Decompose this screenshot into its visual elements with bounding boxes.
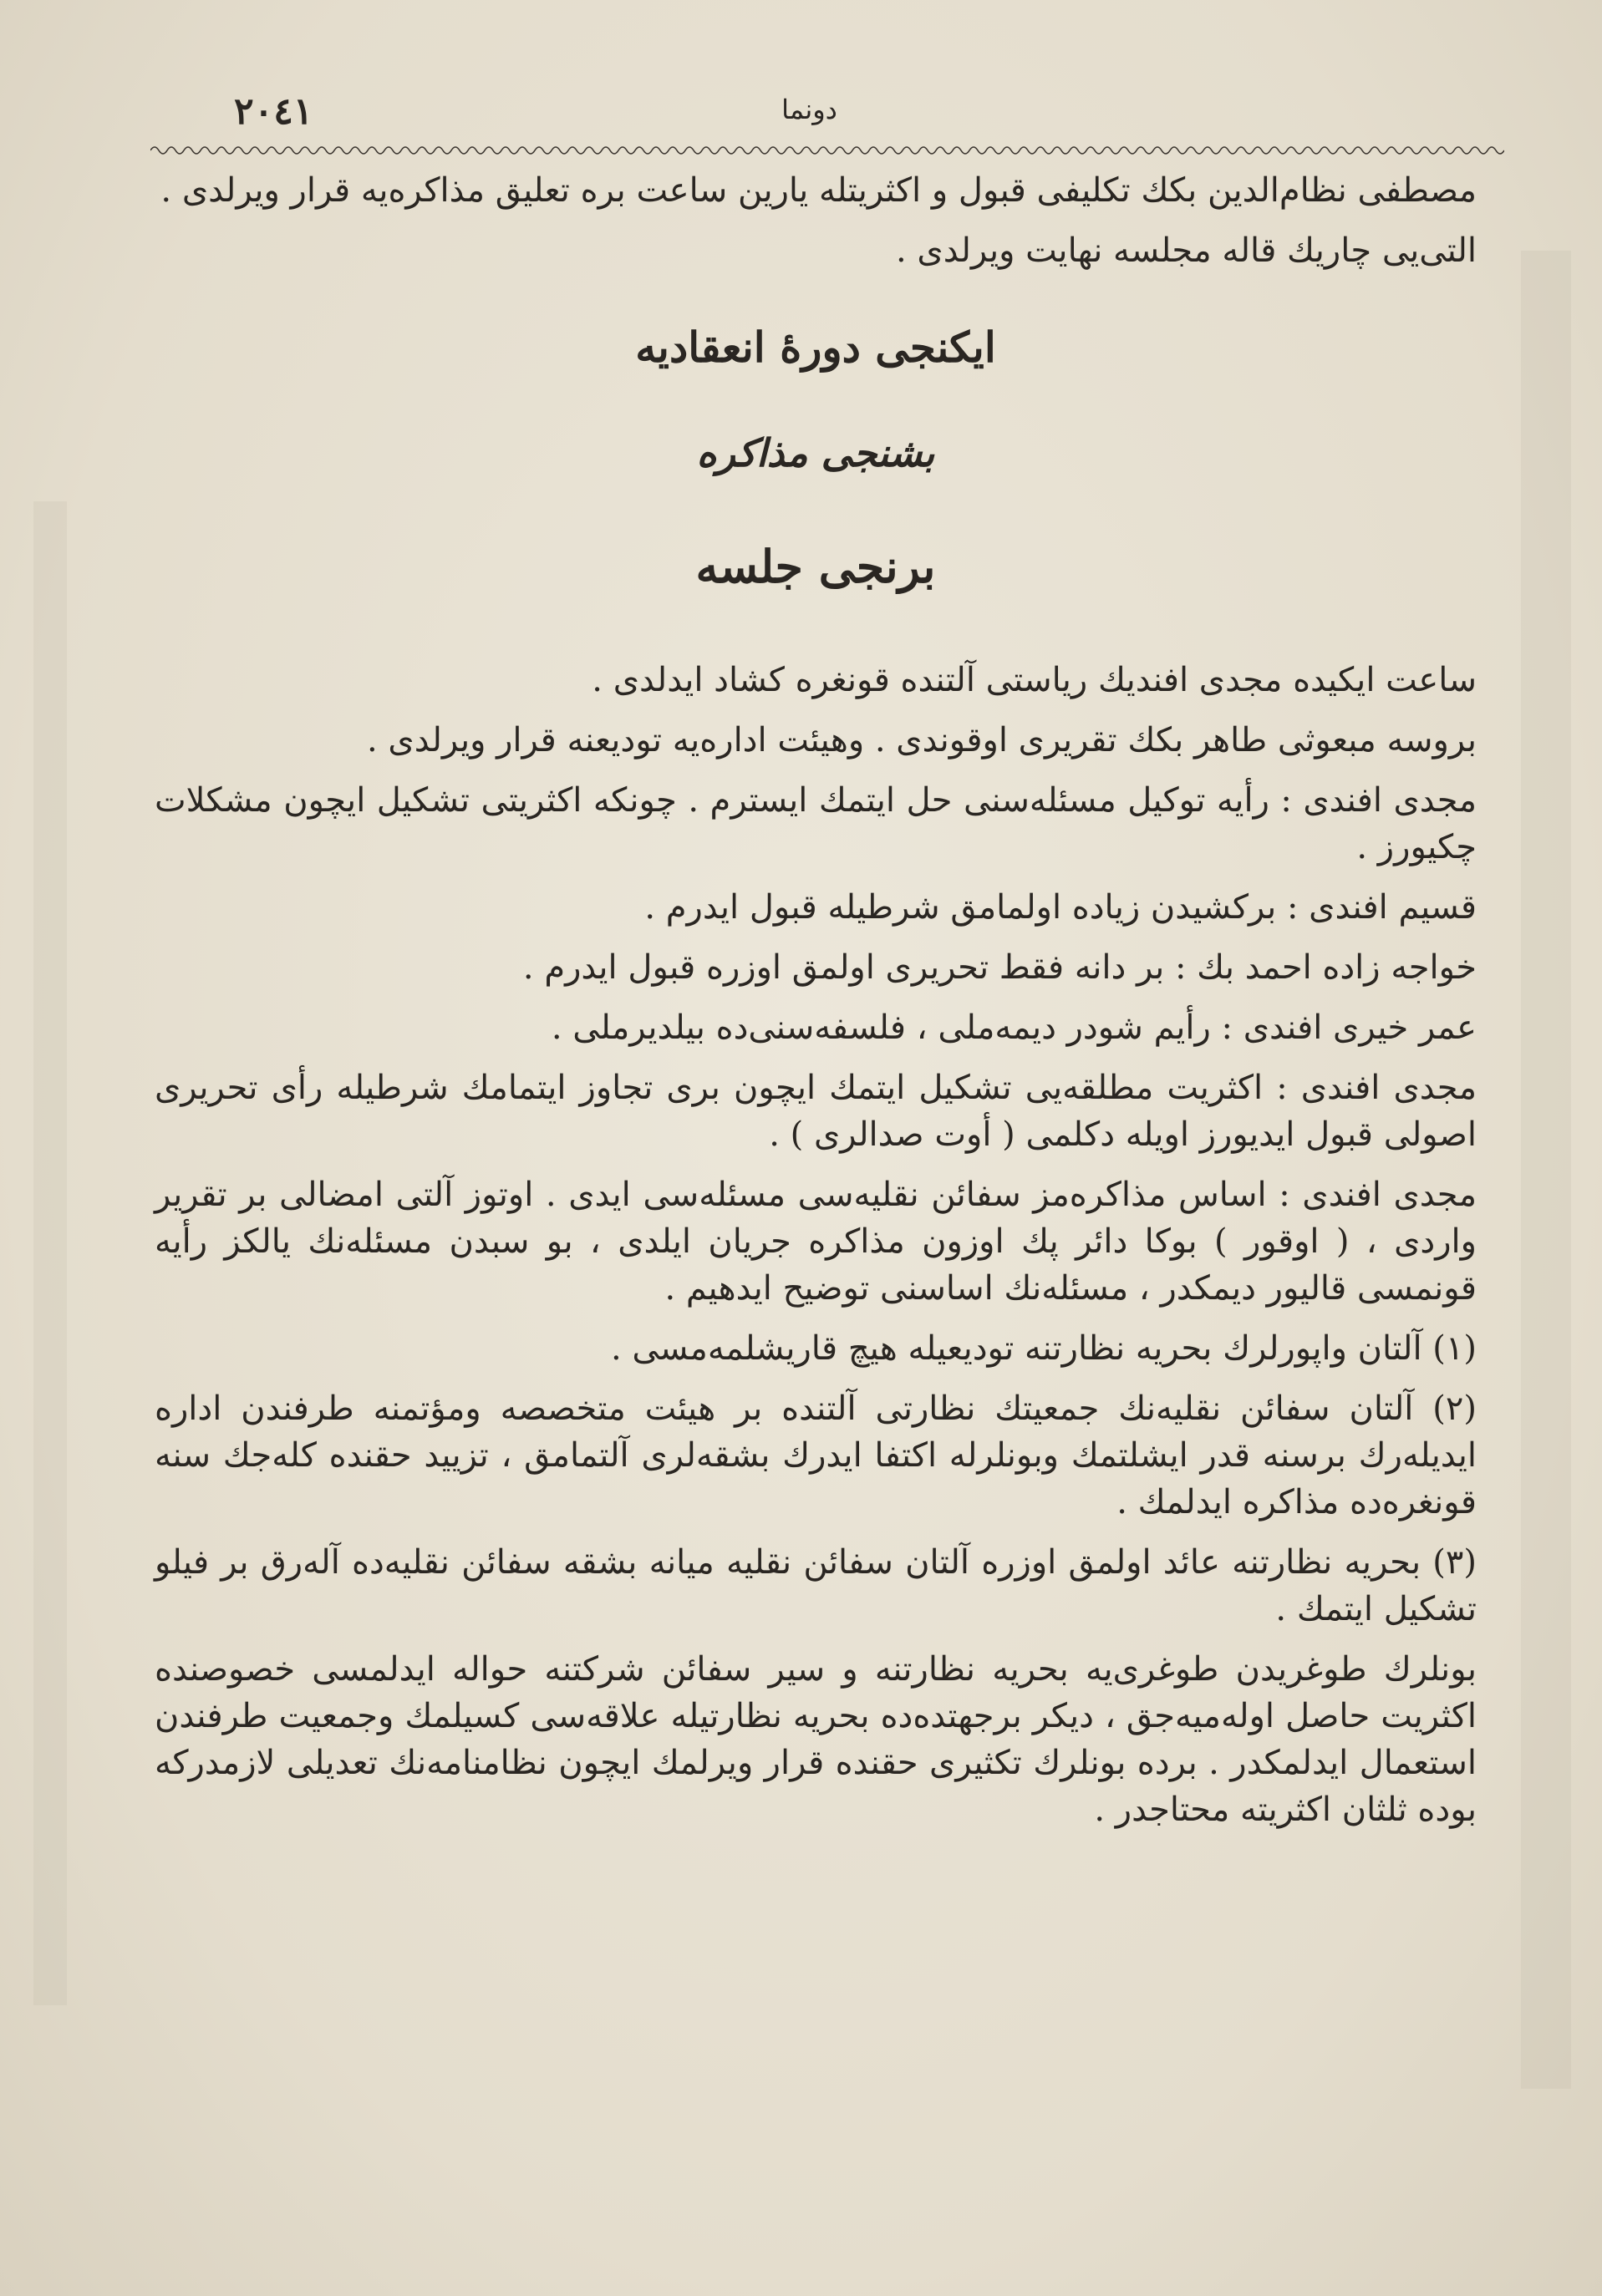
deliberation-heading: بشنجى مذاكره [696, 430, 935, 475]
numbered-item: (٣) بحريه نظارتنه عائد اولمق اوزره آلتان سفائن نقليه ميانه بشقه سفائن نقليه‌ده آله‌رق بر فيلو تشكيل ايتمك . [155, 1543, 1477, 1628]
intro-paragraph: التى‌يى چاريك قاله مجلسه نهايت ويرلدى . [896, 231, 1477, 270]
numbered-item: (١) آلتان واپورلرك بحريه نظارتنه توديعيله هيچ قاريشلمه‌مسى . [610, 1329, 1477, 1368]
minutes-paragraph: مجدى افندى : رأيه توكيل مسئله‌سنى حل ايتمك ايسترم . چونكه اكثريتى تشكيل ايچون مشكلات چكيورز . [155, 781, 1477, 866]
document-body [155, 167, 1477, 1846]
minutes-paragraph: عمر خيرى افندى : رأيم شودر ديمه‌ملى ، فلسفه‌سنى‌ده بيلديرملى . [551, 1008, 1477, 1047]
minutes-paragraph: بونلرك طوغريدن طوغرى‌يه بحريه نظارتنه و سير سفائن شركتنه حواله ايدلمسى خصوصنده اكثريت حاصل اوله‌ميه‌جق ، ديكر برجهتده‌ده بحريه نظارتيله علاقه‌سى كسيلمك وجمعيت طرفندن استعمال ايدلمكدر . برده بونلرك تكثيرى حقنده قرار ويرلمك ايچون نظامنامه‌نك تعديلى لازمدركه بوده ثلثان اكثريته محتاجدر . [155, 1650, 1477, 1829]
minutes-paragraph: خواجه زاده احمد بك : بر دانه فقط تحريرى اولمق اوزره قبول ايدرم . [522, 948, 1477, 987]
minutes-paragraph: قسيم افندى : بركشيدن زياده اولمامق شرطيله قبول ايدرم . [644, 888, 1477, 927]
minutes-paragraph: مجدى افندى : اكثريت مطلقه‌يى تشكيل ايتمك ايچون برى تجاوز ايتمامك شرطيله رأى تحريرى اصولى قبول ايديورز اويله دكلمى ( أوت صدالرى ) . [155, 1069, 1477, 1154]
running-title: دونما [781, 94, 837, 125]
minutes-paragraph: ساعت ايكيده مجدى افنديك رياستى آلتنده قونغره كشاد ايدلدى . [592, 661, 1477, 699]
sitting-heading: برنجى جلسه [695, 540, 936, 593]
minutes-paragraph: بروسه مبعوثى طاهر بكك تقريرى اوقوندى . وهيئت اداره‌يه توديعنه قرار ويرلدى . [366, 721, 1477, 759]
session-period-heading: ايكنجى دورهٔ انعقاديه [635, 323, 996, 372]
minutes-paragraph: مجدى افندى : اساس مذاكره‌مز سفائن نقليه‌سى مسئله‌سى ايدى . اوتوز آلتى امضالى بر تقرير واردى ، ( اوقور ) بوكا دائر پك اوزون مذاكره جريان ايلدى ، بو سبدن مسئله‌نك يالكز رأيه قونمسى قاليور ديمكدر ، مسئله‌نك اساسنى توضيح ايدهيم . [155, 1176, 1477, 1308]
numbered-item: (٢) آلتان سفائن نقليه‌نك جمعيتك نظارتى آلتنده بر هيئت متخصصه ومؤتمنه طرفندن اداره ايديله‌رك برسنه قدر ايشلتمك وبونلرله اكتفا ايدرك بشقه‌لرى آلتمامق ، تزييد حقنده كله‌جك سنه قونغره‌ده مذاكره ايدلمك . [155, 1389, 1477, 1521]
intro-paragraph: مصطفى نظام‌الدين بكك تكليفى قبول و اكثريتله يارين ساعت بره تعليق مذاكره‌يه قرار ويرلدى . [160, 171, 1477, 210]
header-wavy-rule [150, 140, 1504, 160]
page-number: ٢٠٤١ [234, 90, 313, 133]
